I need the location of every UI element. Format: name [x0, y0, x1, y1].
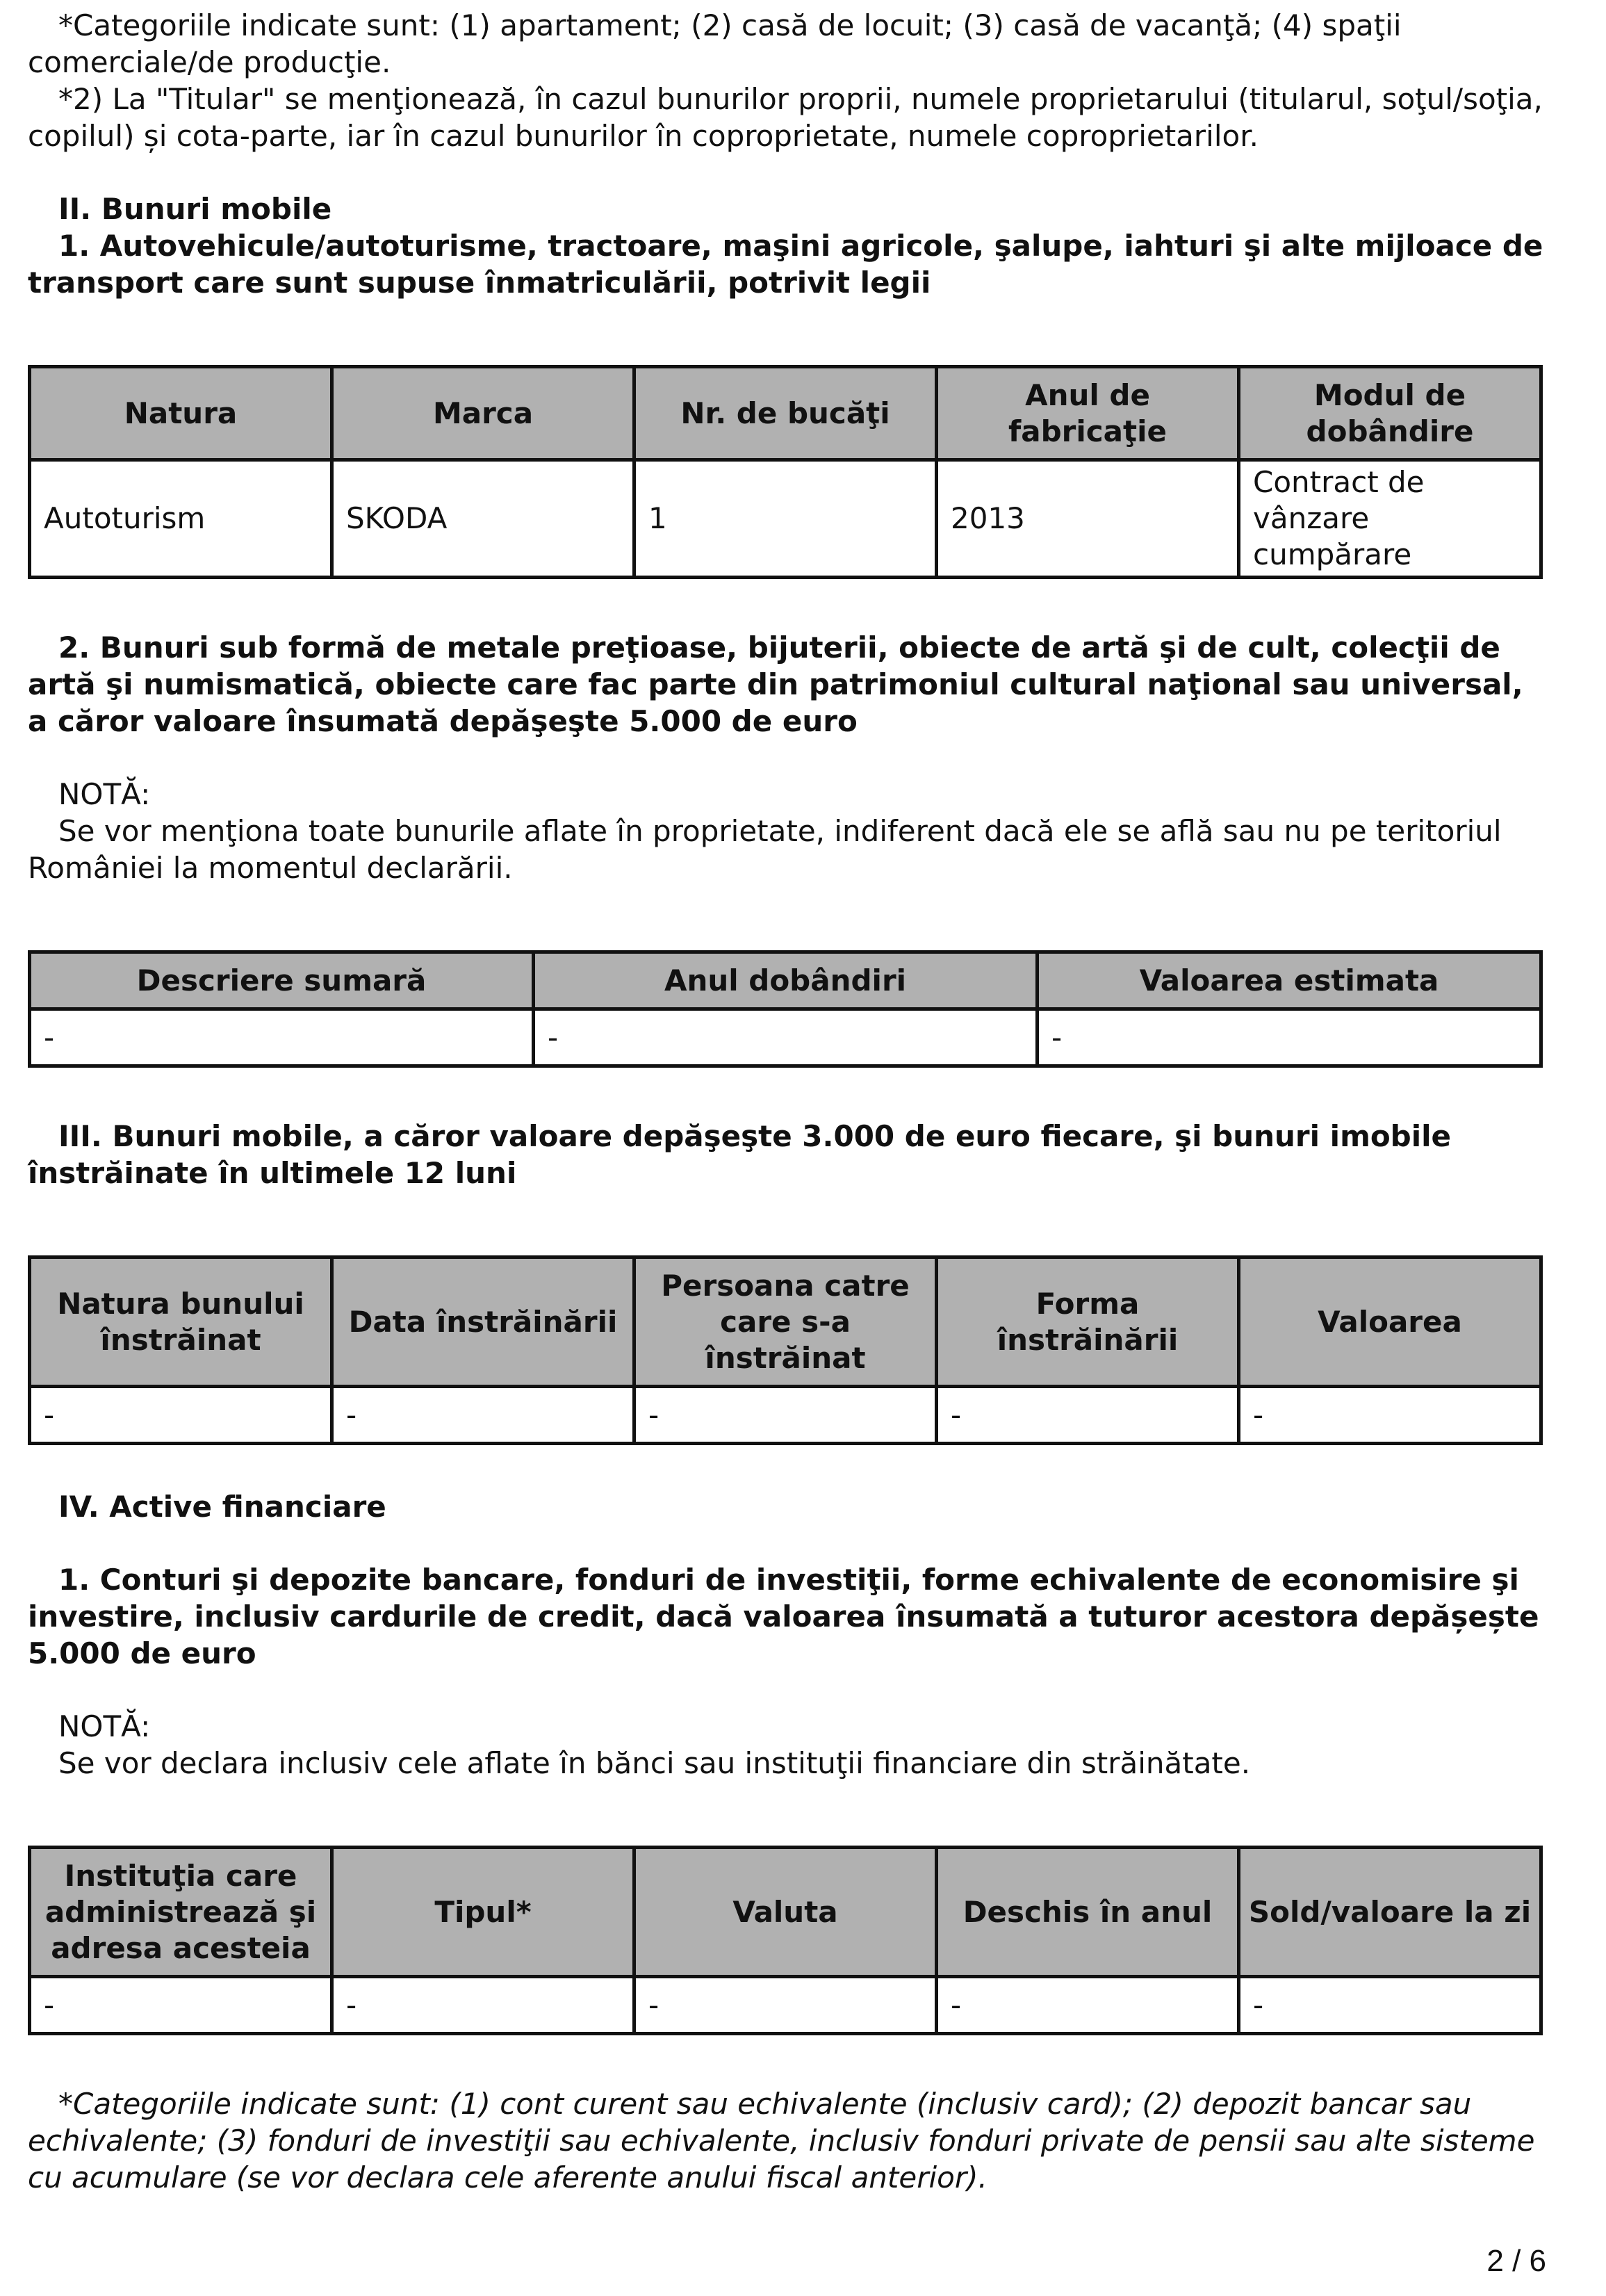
table-header-row — [30, 367, 1541, 460]
header-cell: Nr. de bucăţi — [634, 367, 937, 460]
table-cell: - — [1239, 1977, 1541, 2034]
header-cell: Marca — [332, 367, 634, 460]
alienated-goods-table — [28, 1255, 1543, 1445]
header-cell: Descriere sumară — [30, 952, 534, 1009]
header-cell: Valoarea estimata — [1038, 952, 1541, 1009]
table-cell: Contract de vânzare cumpărare — [1239, 460, 1541, 578]
table-cell: - — [332, 1387, 634, 1444]
vehicles-table — [28, 365, 1543, 579]
table-row — [30, 1977, 1541, 2034]
header-cell: Natura — [30, 367, 332, 460]
nota-text: Se vor declara inclusiv cele aflate în bănci sau instituţii financiare din străinătate. — [58, 1746, 1251, 1780]
header-cell: Data înstrăinării — [332, 1257, 634, 1387]
table-cell: - — [30, 1977, 332, 2034]
table-cell: Autoturism — [30, 460, 332, 578]
table-cell: SKODA — [332, 460, 634, 578]
table-header-row — [30, 1848, 1541, 1977]
table-cell: - — [1038, 1009, 1541, 1066]
subsection-bank-accounts-title: 1. Conturi şi depozite bancare, fonduri de investiţii, forme echivalente de economisire şi investire, inclusiv cardurile de credit, dacă valoarea însumată a tuturor acestora depășește 5.000 de euro — [28, 1563, 1539, 1670]
section-title-financial-assets: IV. Active financiare — [58, 1490, 386, 1524]
table-cell: - — [634, 1387, 937, 1444]
table-cell: - — [1239, 1387, 1541, 1444]
titular-note: *2) La "Titular" se menţionează, în cazul bunurilor proprii, numele proprietarului (titularul, soţul/soţia, copilul) și cota-parte, iar în cazul bunurilor în coproprietate, numele coproprietarilor. — [28, 82, 1543, 153]
header-cell: Natura bunului înstrăinat — [30, 1257, 332, 1387]
table-header-row — [30, 952, 1541, 1009]
table-cell: - — [937, 1387, 1239, 1444]
bank-accounts-table — [28, 1846, 1543, 2035]
account-categories-footnote: *Categoriile indicate sunt: (1) cont curent sau echivalente (inclusiv card); (2) depozit bancar sau echivalente; (3) fonduri de investiţii sau echivalente, inclusiv fonduri private de pensii sau alte sisteme cu acumulare (se vor declara cele aferente anului fiscal anterior). — [28, 2087, 1535, 2195]
subsection-precious-goods-title: 2. Bunuri sub formă de metale preţioase, bijuterii, obiecte de artă şi de cult, colecţii de artă şi numismatică, obiecte care fac parte din patrimoniul cultural naţional sau universal, a căror valoare însumată depăşeşte 5.000 de euro — [28, 630, 1523, 738]
header-cell: Instituţia care administrează şi adresa acesteia — [30, 1848, 332, 1977]
document-page — [28, 7, 1546, 2196]
nota-label: NOTĂ: — [58, 777, 151, 811]
section-title-alienated-goods: III. Bunuri mobile, a căror valoare depăşeşte 3.000 de euro fiecare, şi bunuri imobile înstrăinate în ultimele 12 luni — [28, 1119, 1452, 1190]
subsection-vehicles-title: 1. Autovehicule/autoturisme, tractoare, maşini agricole, şalupe, iahturi şi alte mijloace de transport care sunt supuse înmatriculării, potrivit legii — [28, 229, 1543, 300]
table-header-row — [30, 1257, 1541, 1387]
header-cell: Forma înstrăinării — [937, 1257, 1239, 1387]
header-cell: Tipul* — [332, 1848, 634, 1977]
header-cell: Anul dobândiri — [534, 952, 1038, 1009]
table-cell: - — [30, 1387, 332, 1444]
table-cell: - — [937, 1977, 1239, 2034]
categories-note: *Categoriile indicate sunt: (1) apartament; (2) casă de locuit; (3) casă de vacanţă; (4) spaţii comerciale/de producţie. — [28, 8, 1402, 79]
table-cell: 2013 — [937, 460, 1239, 578]
header-cell: Valoarea — [1239, 1257, 1541, 1387]
table-cell: - — [534, 1009, 1038, 1066]
table-cell: - — [634, 1977, 937, 2034]
table-cell: - — [30, 1009, 534, 1066]
nota-text: Se vor menţiona toate bunurile aflate în proprietate, indiferent dacă ele se află sau nu pe teritoriul României la momentul declarării. — [28, 814, 1502, 885]
table-cell: - — [332, 1977, 634, 2034]
header-cell: Deschis în anul — [937, 1848, 1239, 1977]
precious-goods-table — [28, 950, 1543, 1068]
header-cell: Modul de dobândire — [1239, 367, 1541, 460]
page-number: 2 / 6 — [1486, 2244, 1546, 2278]
nota-label: NOTĂ: — [58, 1709, 151, 1743]
header-cell: Persoana catre care s-a înstrăinat — [634, 1257, 937, 1387]
header-cell: Sold/valoare la zi — [1239, 1848, 1541, 1977]
table-cell: 1 — [634, 460, 937, 578]
header-cell: Anul de fabricaţie — [937, 367, 1239, 460]
table-row — [30, 1387, 1541, 1444]
table-row — [30, 1009, 1541, 1066]
header-cell: Valuta — [634, 1848, 937, 1977]
section-title-bunuri-mobile: II. Bunuri mobile — [58, 192, 332, 226]
table-row — [30, 460, 1541, 578]
